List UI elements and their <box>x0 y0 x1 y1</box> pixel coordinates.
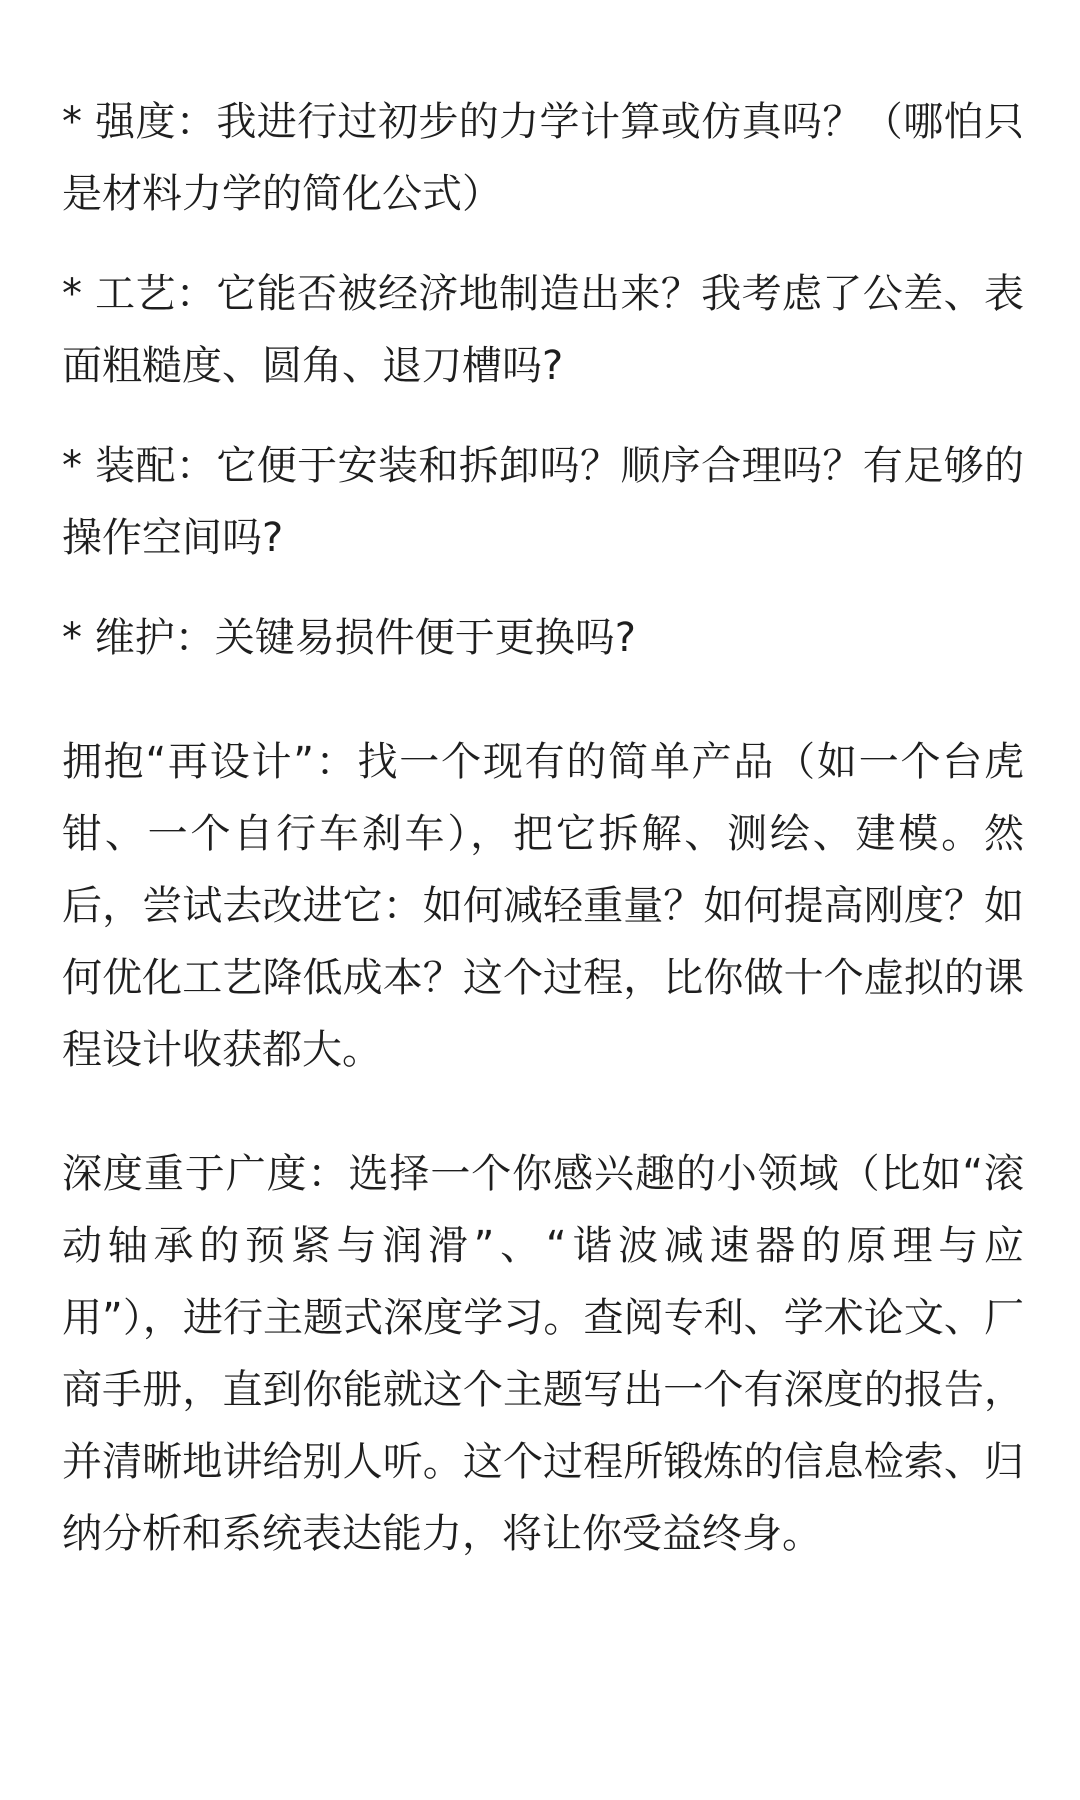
bullet-process: * 工艺：它能否被经济地制造出来？我考虑了公差、表面粗糙度、圆角、退刀槽吗? <box>62 271 1024 389</box>
bullet-assembly: * 装配：它便于安装和拆卸吗？顺序合理吗？有足够的操作空间吗? <box>62 443 1024 561</box>
paragraph-redesign: 拥抱“再设计”：找一个现有的简单产品（如一个台虎钳、一个自行车刹车），把它拆解、测绘、建模。然后，尝试去改进它：如何减轻重量？如何提高刚度？如何优化工艺降低成本？这个过程，比你做十个虚拟的课程设计收获都大。 <box>62 739 1024 1073</box>
bullet-strength: * 强度：我进行过初步的力学计算或仿真吗？（哪怕只是材料力学的简化公式） <box>62 99 1024 217</box>
paragraph-depth: 深度重于广度：选择一个你感兴趣的小领域（比如“滚动轴承的预紧与润滑”、“谐波减速器的原理与应用”），进行主题式深度学习。查阅专利、学术论文、厂商手册，直到你能就这个主题写出一个有深度的报告，并清晰地讲给别人听。这个过程所锻炼的信息检索、归纳分析和系统表达能力，将让你受益终身。 <box>62 1151 1024 1557</box>
article-body <box>62 86 1024 1622</box>
bullet-maintenance: * 维护：关键易损件便于更换吗? <box>62 615 636 661</box>
